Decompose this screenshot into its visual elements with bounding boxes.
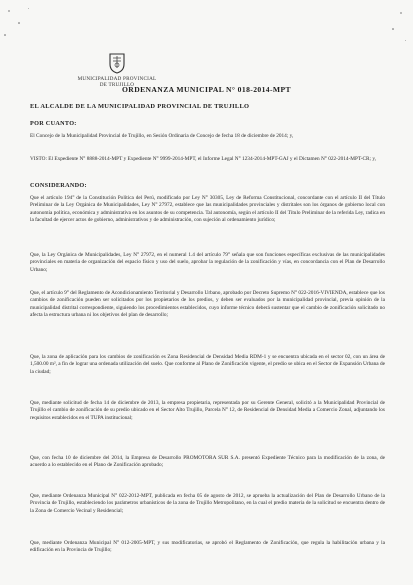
considering-paragraph: Que, la zona de aplicación para los cambios de zonificación es Zona Residencial de Densidad Media RDM-1 y se encuentra ubicada en el sector 02, con un área de 1,500.00 m², a fin de lograr una ordenada utilización del suelo. Que conforme al Plano de Zonificación vigente, el predio se ubica en el Sector de Expansión Urbana de la ciudad; — [30, 354, 385, 375]
preamble-label: POR CUANTO: — [30, 120, 77, 127]
considering-paragraph: Que el artículo 194° de la Constitución Política del Perú, modificado por Ley N° 30305, Ley de Reforma Constitucional, concordante con el artículo II del Título Preliminar de la Ley Orgánica de Municipalidades, Ley N° 27972, establece que las municipalidades provinciales y distritales son los órganos de gobierno local con autonomía política, económica y administrativa en los asuntos de su competencia. Tal autonomía, según el artículo II del Título Preliminar de la referida Ley, radica en la facultad de ejercer actos de gobierno, administrativos y de administración, con sujeción al ordenamiento jurídico; — [30, 195, 385, 223]
scan-speck — [28, 8, 29, 9]
scan-speck — [8, 10, 10, 12]
scan-speck — [4, 34, 6, 36]
intro-paragraph: El Concejo de la Municipalidad Provincial de Trujillo, en Sesión Ordinaria de Concejo de fecha 18 de diciembre de 2014; y, — [30, 133, 294, 139]
municipal-crest-icon — [108, 52, 126, 74]
institution-name-line1: MUNICIPALIDAD PROVINCIAL — [77, 76, 157, 82]
scan-speck — [392, 28, 394, 30]
considering-paragraph: Que, mediante solicitud de fecha 14 de diciembre de 2013, la empresa propietaria, representada por su Gerente General, solicitó a la Municipalidad Provincial de Trujillo el cambio de zonificación de su predio ubicado en el Sector Alto Trujillo, Parcela N° 12, de Residencial de Densidad Media a Comercio Zonal, adjuntando los requisitos establecidos en el TUPA institucional; — [30, 400, 385, 421]
considering-paragraph: Que, mediante Ordenanza Municipal N° 012-2005-MPT, y sus modificatorias, se aprobó el Reglamento de Zonificación, que regula la habilitación urbana y la edificación en la Provincia de Trujillo; — [30, 540, 385, 554]
authority-heading: EL ALCALDE DE LA MUNICIPALIDAD PROVINCIAL DE TRUJILLO — [30, 103, 250, 110]
considering-paragraph: Que, con fecha 10 de diciembre del 2014, la Empresa de Desarrollo PROMOTORA SUR S.A. presentó Expediente Técnico para la modificación de la zona, de acuerdo a lo establecido en el Plano de Zonificación aprobado; — [30, 455, 385, 469]
letterhead — [62, 52, 172, 88]
considering-paragraph: Que, la Ley Orgánica de Municipalidades, Ley N° 27972, en el numeral 1.4 del artículo 79° señala que son funciones específicas exclusivas de las municipalidades provinciales en materia de organización del espacio físico y uso del suelo, aprobar la regulación de la zonificación y vías, en concordancia con el Plan de Desarrollo Urbano; — [30, 252, 385, 273]
scan-speck — [18, 22, 20, 24]
visto-paragraph: VISTO: El Expediente N° 8888-2014-MPT y Expediente N° 9999-2014-MPT, el Informe Legal N° 1234-2014-MPT-GAJ y el Dictamen N° 022-2014-MPT-CR; y, — [30, 156, 376, 162]
considering-label: CONSIDERANDO: — [30, 182, 87, 189]
considering-paragraph: Que, mediante Ordenanza Municipal N° 022-2012-MPT, publicada en fecha 05 de agosto de 2012, se aprueba la actualización del Plan de Desarrollo Urbano de la Provincia de Trujillo, estableciendo los parámetros urbanísticos de la zona de Trujillo Metropolitano, en la cual el predio materia de la solicitud se encuentra dentro de la Zona de Comercio Vecinal y Residencial; — [30, 493, 385, 514]
ordinance-title: ORDENANZA MUNICIPAL N° 018-2014-MPT — [122, 85, 291, 94]
scan-speck — [405, 40, 406, 41]
institution-name-line2: DE TRUJILLO — [99, 82, 135, 88]
scan-speck — [400, 12, 402, 14]
considering-paragraph: Que, el artículo 9° del Reglamento de Acondicionamiento Territorial y Desarrollo Urbano, aprobado por Decreto Supremo N° 022-2016-VIVIENDA, establece que los cambios de zonificación pueden ser solicitados por los propietarios de los predios, y deben ser evaluados por la municipalidad provincial, previa opinión de la municipalidad distrital correspondiente, siguiendo los procedimientos establecidos, cuyo informe técnico deberá sustentar que el cambio de zonificación solicitado no afecta la estructura urbana ni los objetivos del plan de desarrollo; — [30, 290, 385, 318]
